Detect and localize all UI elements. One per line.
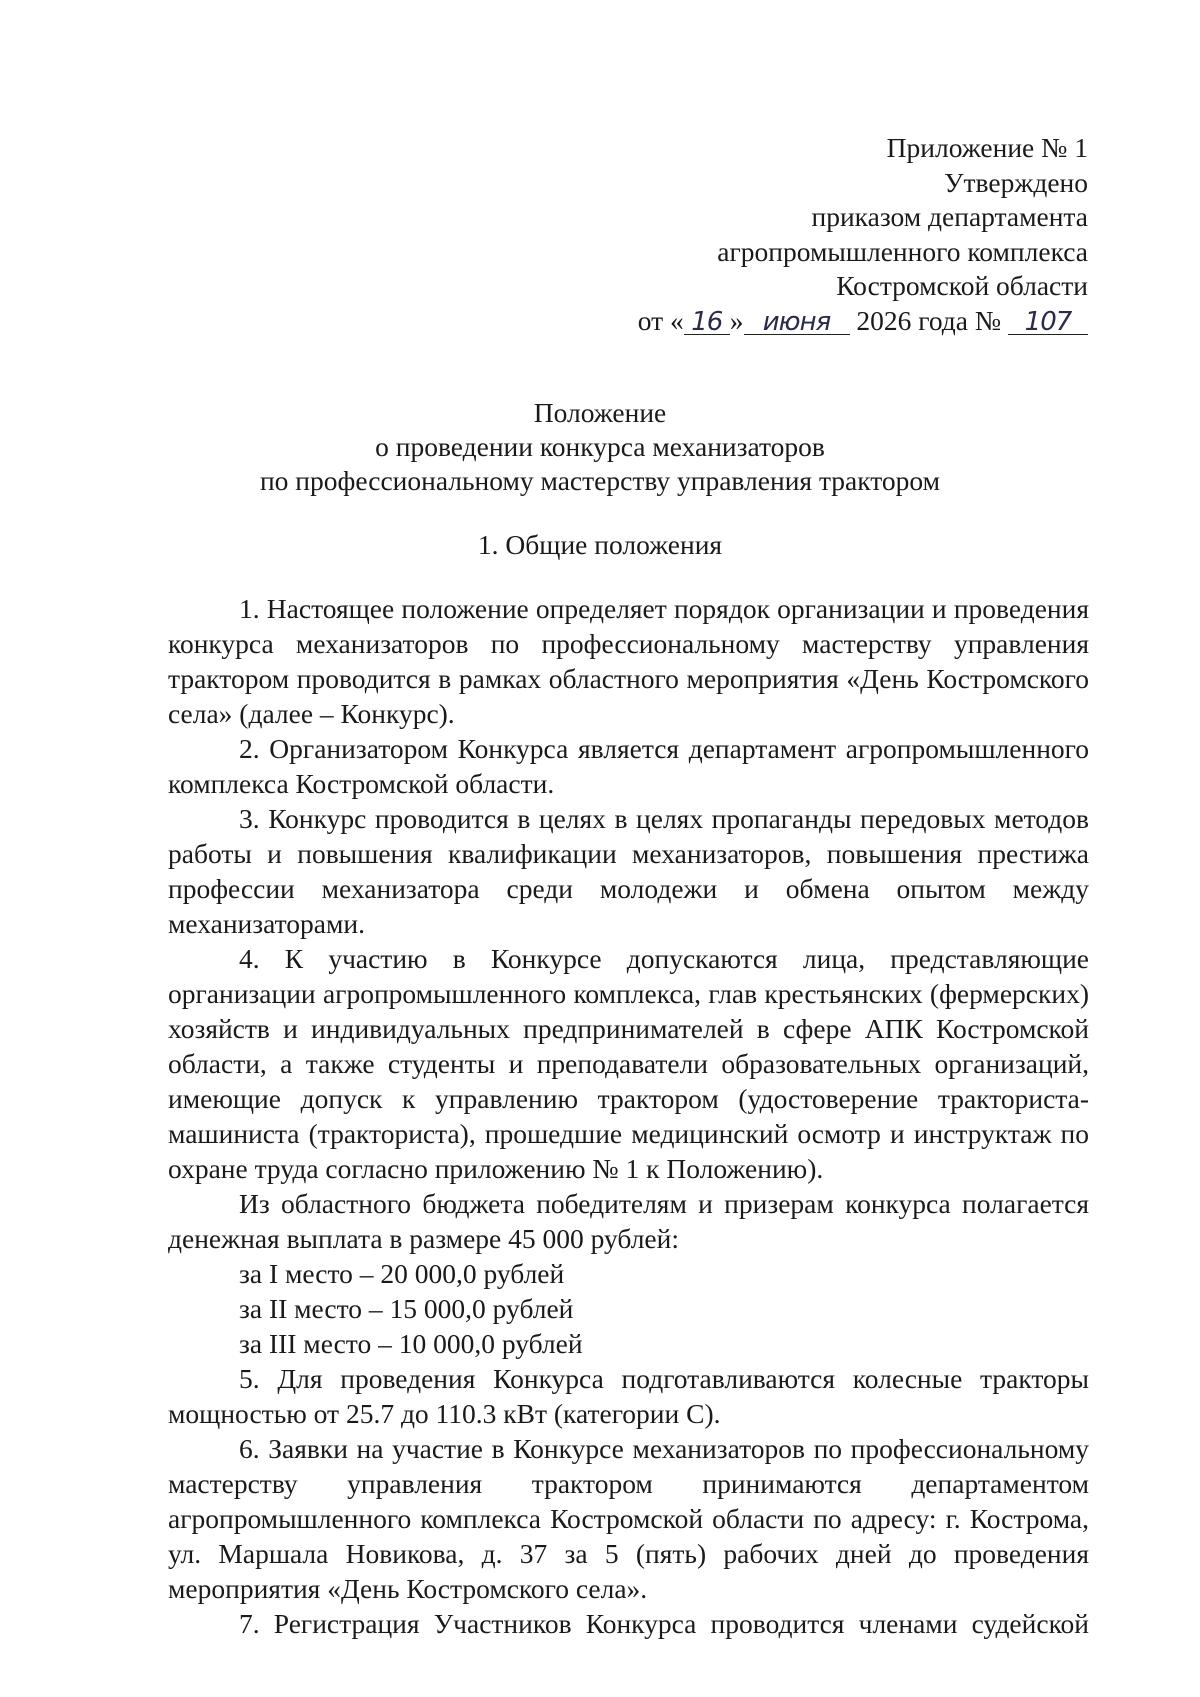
year-text: 2026 года № xyxy=(856,304,1002,336)
handwritten-month: июня xyxy=(762,306,831,337)
order-date-line xyxy=(638,304,1088,339)
approval-block xyxy=(638,131,1088,338)
paragraph-budget: Из областного бюджета победителям и призерам конкурса полагается денежная выплата в размере 45 000 рублей: xyxy=(168,1188,1089,1254)
title-line-2: о проведении конкурса механизаторов xyxy=(375,431,825,462)
section-heading: 1. Общие положения xyxy=(477,529,723,560)
document-title xyxy=(0,396,1200,498)
document-body xyxy=(168,591,1089,1641)
title-line-1: Положение xyxy=(533,397,667,428)
paragraph-3: 3. Конкурс проводится в целях в целях пропаганды передовых методов работы и повышения квалификации механизаторов, повышения престижа профессии механизатора среди молодежи и обмена опытом между механизаторами. xyxy=(168,803,1089,939)
handwritten-number: 107 xyxy=(1024,306,1072,337)
prize-third-place: за III место – 10 000,0 рублей xyxy=(239,1328,583,1359)
prize-second-place: за II место – 15 000,0 рублей xyxy=(239,1293,574,1324)
paragraph-5: 5. Для проведения Конкурса подготавливаются колесные тракторы мощностью от 25.7 до 110.3 кВт (категории C). xyxy=(168,1363,1089,1429)
region-line: Костромской области xyxy=(836,270,1088,301)
appendix-number: Приложение № 1 xyxy=(886,132,1088,163)
day-blank xyxy=(684,304,730,335)
paragraph-2: 2. Организатором Конкурса является департамент агропромышленного комплекса Костромской области. xyxy=(168,733,1089,799)
paragraph-4: 4. К участию в Конкурсе допускаются лица, представляющие организации агропромышленного комплекса, глав крестьянских (фермерских) хозяйств и индивидуальных предпринимателей в сфере АПК Костромской области, а также студенты и преподаватели образовательных организаций, имеющие допуск к управлению трактором (удостоверение тракториста-машиниста (тракториста), прошедшие медицинский осмотр и инструктаж по охране труда согласно приложению № 1 к Положению). xyxy=(168,943,1089,1184)
department-line: агропромышленного комплекса xyxy=(717,235,1088,267)
paragraph-7: 7. Регистрация Участников Конкурса проводится членами судейской xyxy=(239,1608,1089,1639)
paragraph-6: 6. Заявки на участие в Конкурсе механизаторов по профессиональному мастерству управления трактором принимаются департаментом агропромышленного комплекса Костромской области по адресу: г. Кострома, ул. Маршала Новикова, д. 37 за 5 (пять) рабочих дней до проведения мероприятия «День Костромского села». xyxy=(168,1433,1089,1604)
month-separator: » xyxy=(729,304,744,336)
date-prefix: от « xyxy=(637,304,684,336)
handwritten-day: 16 xyxy=(691,306,723,337)
approved-label: Утверждено xyxy=(944,166,1088,198)
paragraph-1: 1. Настоящее положение определяет порядок организации и проведения конкурса механизаторов по профессиональному мастерству управления трактором проводится в рамках областного мероприятия «День Костромского села» (далее – Конкурс). xyxy=(168,593,1089,729)
month-blank xyxy=(744,304,850,335)
title-line-3: по профессиональному мастерству управления трактором xyxy=(259,465,941,496)
prize-first-place: за I место – 20 000,0 рублей xyxy=(239,1258,565,1289)
number-blank xyxy=(1008,304,1088,335)
approved-by-line: приказом департамента xyxy=(811,201,1088,232)
